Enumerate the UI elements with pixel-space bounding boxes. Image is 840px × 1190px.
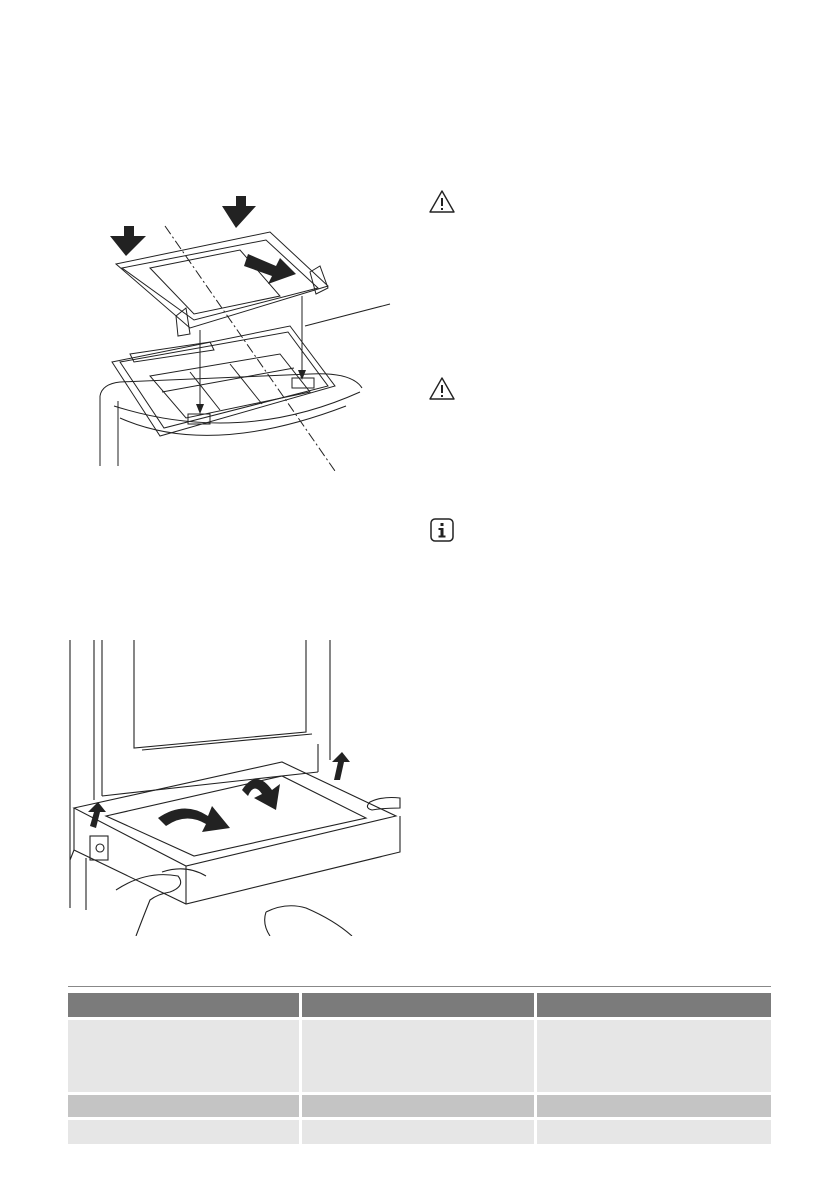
table-header-row xyxy=(68,993,771,1017)
table-cell xyxy=(302,1017,536,1092)
warning-triangle-icon xyxy=(428,375,456,403)
table-cell xyxy=(68,1117,302,1144)
table-header-cell xyxy=(537,993,771,1017)
table-cell xyxy=(537,1017,771,1092)
table-cell xyxy=(68,1092,302,1117)
table-row xyxy=(68,1092,771,1117)
table-header-cell xyxy=(302,993,536,1017)
troubleshooting-table xyxy=(68,993,771,1144)
info-icon xyxy=(428,516,456,544)
section-divider xyxy=(68,986,771,987)
door-glass-illustration xyxy=(90,196,400,476)
table-cell xyxy=(68,1017,302,1092)
table-cell xyxy=(537,1092,771,1117)
table-cell xyxy=(302,1092,536,1117)
table-row xyxy=(68,1017,771,1092)
warning-triangle-icon xyxy=(428,188,456,216)
table-cell xyxy=(537,1117,771,1144)
drawer-illustration xyxy=(66,640,406,936)
oven-door-glass-panel-installation-illustration xyxy=(90,196,400,476)
table-header-cell xyxy=(68,993,302,1017)
table-row xyxy=(68,1117,771,1144)
oven-drawer-removal-illustration xyxy=(66,640,406,936)
table-cell xyxy=(302,1117,536,1144)
